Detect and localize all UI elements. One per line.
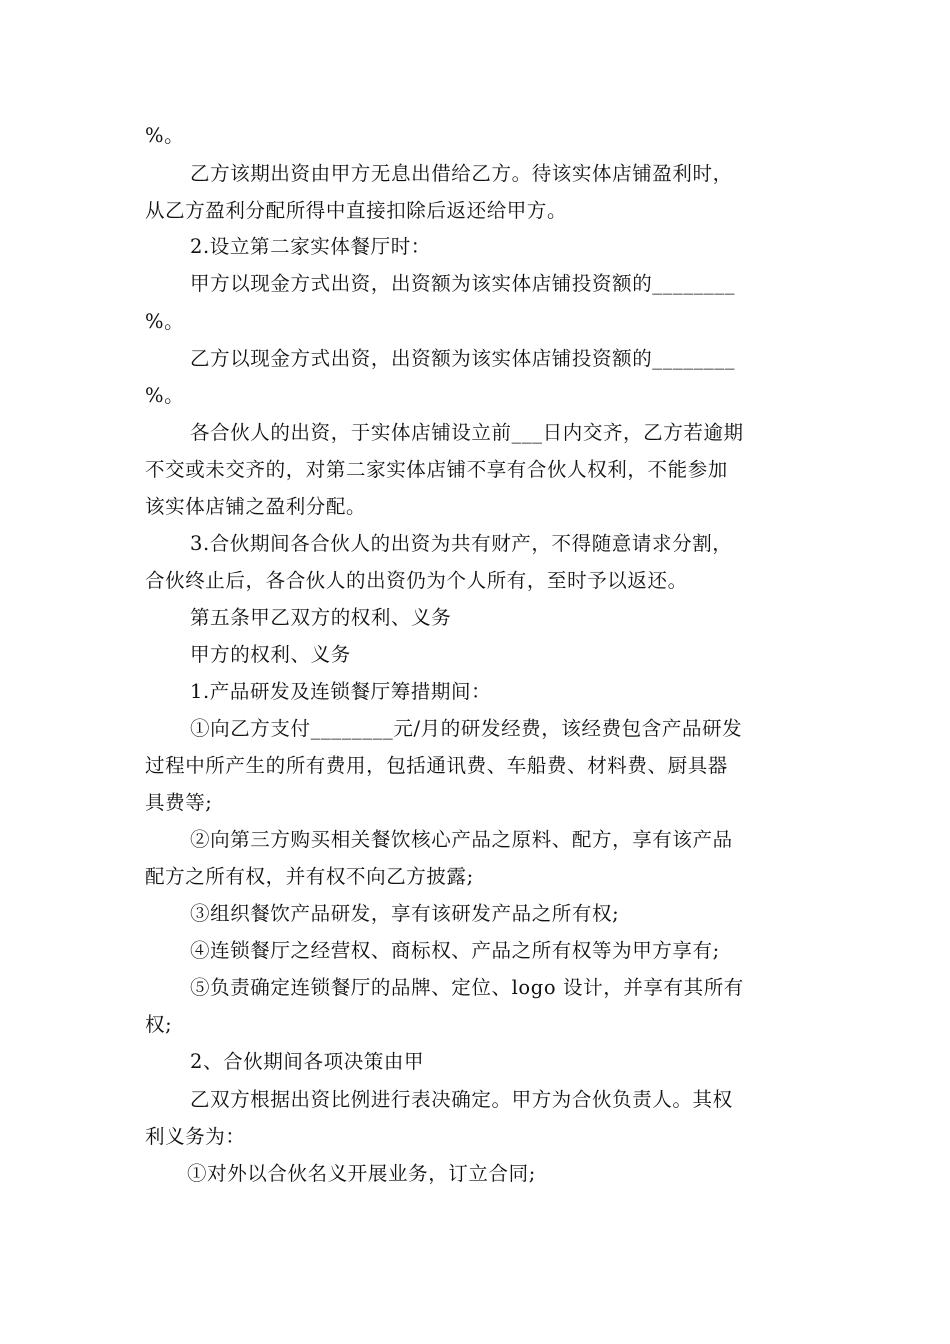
- text-line: 配方之所有权，并有权不向乙方披露;: [145, 865, 474, 888]
- text-line: 利义务为：: [145, 1125, 246, 1148]
- text-line: ④连锁餐厅之经营权、商标权、产品之所有权等为甲方享有;: [190, 939, 720, 962]
- text-line: ②向第三方购买相关餐饮核心产品之原料、配方，享有该产品: [190, 828, 733, 851]
- section-heading: 第五条甲乙双方的权利、义务: [190, 606, 452, 629]
- text-line: 3.合伙期间各合伙人的出资为共有财产，不得随意请求分割，: [190, 532, 733, 555]
- text-line: 合伙终止后，各合伙人的出资仍为个人所有，至时予以返还。: [145, 569, 688, 592]
- text-line: 2.设立第二家实体餐厅时：: [190, 235, 431, 258]
- text-line: 2、合伙期间各项决策由甲: [190, 1050, 425, 1073]
- text-line: 1.产品研发及连锁餐厅筹措期间：: [190, 680, 492, 703]
- text-line: 具费等;: [145, 791, 213, 814]
- text-line: 从乙方盈利分配所得中直接扣除后返还给甲方。: [145, 199, 568, 222]
- text-line: ⑤负责确定连锁餐厅的品牌、定位、logo 设计，并享有其所有: [190, 976, 744, 999]
- text-line: %。: [145, 124, 185, 147]
- text-line: ③组织餐饮产品研发，享有该研发产品之所有权;: [190, 902, 620, 925]
- text-line: %。: [145, 310, 185, 333]
- text-line: 乙方该期出资由甲方无息出借给乙方。待该实体店铺盈利时，: [190, 162, 733, 185]
- text-line: 乙方以现金方式出资，出资额为该实体店铺投资额的________: [190, 347, 736, 370]
- text-line: 甲方的权利、义务: [190, 643, 351, 666]
- text-line: 甲方以现金方式出资，出资额为该实体店铺投资额的________: [190, 272, 736, 295]
- text-line: 该实体店铺之盈利分配。: [145, 495, 367, 518]
- text-line: ①对外以合伙名义开展业务，订立合同;: [187, 1162, 536, 1185]
- text-line: %。: [145, 384, 185, 407]
- text-line: 不交或未交齐的，对第二家实体店铺不享有合伙人权利，不能参加: [145, 458, 728, 481]
- text-line: 过程中所产生的所有费用，包括通讯费、车船费、材料费、厨具器: [145, 754, 728, 777]
- text-line: 乙双方根据出资比例进行表决确定。甲方为合伙负责人。其权: [190, 1088, 733, 1111]
- text-line: 各合伙人的出资，于实体店铺设立前___日内交齐，乙方若逾期: [190, 421, 744, 444]
- text-line: 权;: [145, 1013, 173, 1036]
- text-line: ①向乙方支付________元/月的研发经费，该经费包含产品研发: [190, 717, 743, 740]
